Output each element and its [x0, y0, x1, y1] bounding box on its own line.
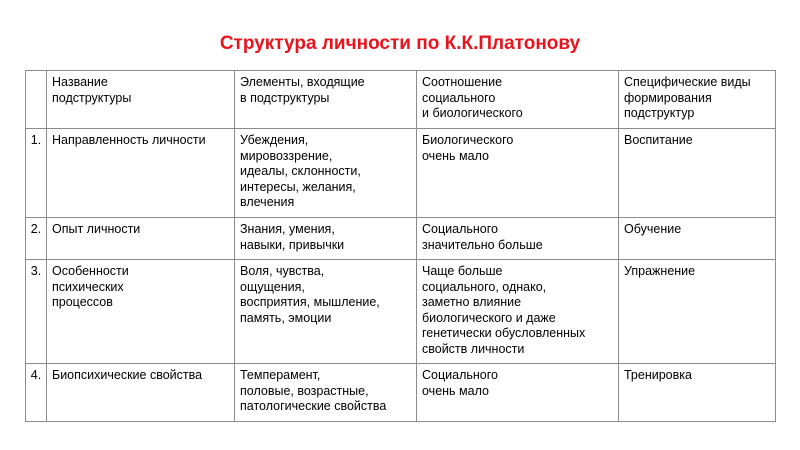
header-number — [26, 71, 47, 129]
social-biological-ratio: Биологического очень мало — [417, 129, 619, 218]
header-social-biological-ratio: Соотношение социального и биологического — [417, 71, 619, 129]
substructure-elements: Убеждения, мировоззрение, идеалы, склонности, интересы, желания, влечения — [235, 129, 417, 218]
header-elements: Элементы, входящие в подструктуры — [235, 71, 417, 129]
page-title: Структура личности по К.К.Платонову — [219, 33, 581, 54]
substructure-name: Опыт личности — [47, 218, 235, 260]
table-row — [26, 129, 776, 218]
table-header-row — [26, 71, 776, 129]
social-biological-ratio: Чаще больше социального, однако, заметно влияние биологического и даже генетически обусловленных свойств личности — [417, 260, 619, 364]
formation-type: Обучение — [619, 218, 776, 260]
personality-structure-table — [25, 70, 776, 422]
row-number: 4. — [26, 364, 47, 422]
social-biological-ratio: Социального очень мало — [417, 364, 619, 422]
formation-type: Тренировка — [619, 364, 776, 422]
substructure-elements: Темперамент, половые, возрастные, патологические свойства — [235, 364, 417, 422]
header-formation-types: Специфические виды формирования подструктур — [619, 71, 776, 129]
substructure-elements: Знания, умения, навыки, привычки — [235, 218, 417, 260]
formation-type: Упражнение — [619, 260, 776, 364]
row-number: 1. — [26, 129, 47, 218]
header-substructure-name: Название подструктуры — [47, 71, 235, 129]
table-row — [26, 260, 776, 364]
substructure-elements: Воля, чувства, ощущения, восприятия, мышление, память, эмоции — [235, 260, 417, 364]
substructure-name: Особенности психических процессов — [47, 260, 235, 364]
social-biological-ratio: Социального значительно больше — [417, 218, 619, 260]
formation-type: Воспитание — [619, 129, 776, 218]
table-row — [26, 364, 776, 422]
table-row — [26, 218, 776, 260]
row-number: 3. — [26, 260, 47, 364]
substructure-name: Направленность личности — [47, 129, 235, 218]
substructure-name: Биопсихические свойства — [47, 364, 235, 422]
row-number: 2. — [26, 218, 47, 260]
